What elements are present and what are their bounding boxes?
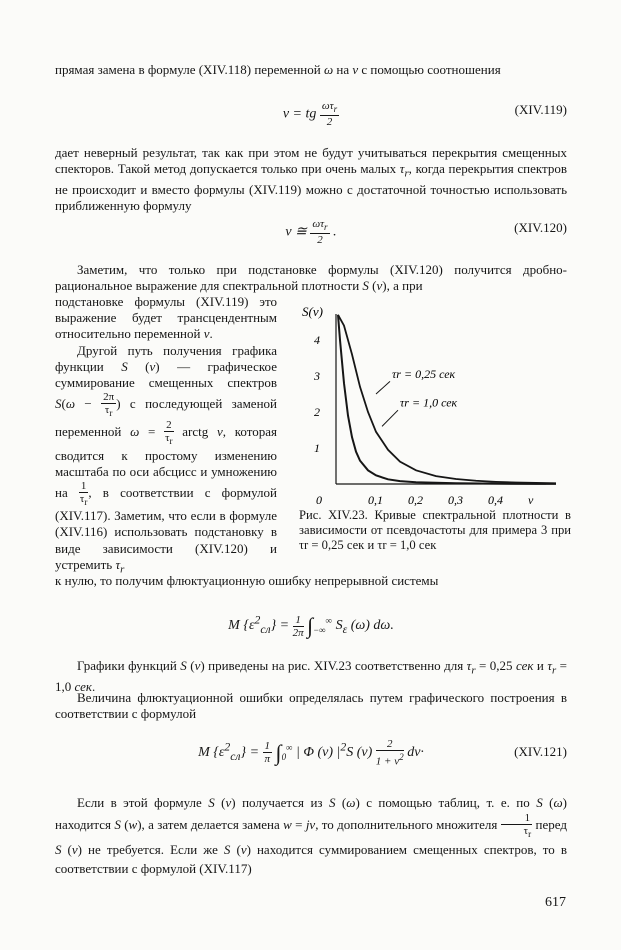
annotation-tau-1-0: τr = 1,0 сек	[400, 395, 458, 410]
equation-number: (XIV.121)	[514, 744, 567, 759]
paragraph-7: Если в этой формуле S (v) получается из S (ω) с помощью таблиц, т. е. по S (ω) находится S (w), а затем делается замена w = jv, то дополнительного множителя $\frac{1}{\tau_r}$ перед S (v) не требуется. Если же S (v) находится суммированием смещенных спектров, то в соответствии с формулой (XIV.117)	[55, 795, 567, 877]
paragraph-3: Заметим, что только при подстановке формулы (XIV.120) получится дробно-рациональное выражение для спектральной плотности S (v), а при	[55, 262, 567, 294]
y-tick-label: 1	[314, 441, 320, 455]
spectral-density-chart	[296, 296, 576, 506]
equation-number: (XIV.120)	[514, 220, 567, 235]
x-tick-label: 0	[316, 493, 322, 506]
x-tick-label: v	[528, 493, 534, 506]
x-tick-label: 0,3	[448, 493, 463, 506]
annotation-leader-0-25	[376, 381, 390, 394]
y-tick-label: 3	[314, 369, 320, 383]
page-number: 617	[545, 895, 566, 910]
equation-continuous-error: M $\{\varepsilon^2_{сл}\}$ = $\frac{1}{2\pi}$ $\int_{-\infty}^\infty$ $S_\varepsilon$ (ω) dω.	[228, 613, 394, 639]
paragraph-2: дает неверный результат, так как при этом не будут учитываться перекрытия смещенных спекторов. Такой метод допускается только при очень малых $\tau_r$, когда перекрытия спектров не происходит и вместо формулы (XIV.119) можно с достаточной точностью использовать приближенную формулу	[55, 145, 567, 214]
equation-xiv-119: v = tg $\frac{\omega\tau_r}{2}$ (XIV.119)	[282, 100, 567, 129]
annotation-leader-1-0	[382, 410, 398, 426]
figure-caption: Рис. XIV.23. Кривые спектральной плотности в зависимости от псевдочастоты для примера 3 при τr = 0,25 сек и τr = 1,0 сек	[299, 508, 571, 552]
x-tick-label: 0,2	[408, 493, 423, 506]
left-column-text: подстановке формулы (XIV.119) это выражение будет трансцендентным относительно переменной v. Другой путь получения графика функции S (v) — графическое суммирование смещенных спектров S(ω − $\frac{2\pi}{\tau_r}$ ) с последующей заменой переменной ω = $\frac{2}{\tau_r}$ arctg v, которая сводится к простому изменению масштаба по оси абсцисс и умножению на $\frac{1}{\tau_r}$ , в соответствии с формулой (XIV.117). Заметим, что если в формуле (XIV.116) использовать подстановку в виде зависимости (XIV.120) и устремить $\tau_r$	[55, 294, 277, 576]
x-tick-label: 0,4	[488, 493, 503, 506]
x-tick-label: 0,1	[368, 493, 383, 506]
paragraph-1: прямая замена в формуле (XIV.118) переменной ω на v с помощью соотношения	[55, 62, 501, 77]
y-tick-label: 2	[314, 405, 320, 419]
equation-number: (XIV.119)	[514, 102, 567, 117]
y-axis-label: S(v)	[302, 304, 323, 319]
annotation-tau-0-25: τr = 0,25 сек	[392, 366, 456, 381]
equation-xiv-120: v ≅ $\frac{\omega\tau_r}{2}$ . (XIV.120)	[285, 218, 567, 247]
paragraph-4: к нулю, то получим флюктуационную ошибку непрерывной системы	[55, 573, 439, 588]
equation-xiv-121: M $\{\varepsilon^2_{сл}\}$ = $\frac{1}{\pi}$ $\int_0^\infty$ | Φ (v) $|^2S$ (v) $\frac{2}{1 + v^2}$ dv· (XIV.121)	[198, 738, 567, 768]
y-tick-label: 4	[314, 333, 320, 347]
paragraph-6: Величина флюктуационной ошибки определялась путем графического построения в соответствии с формулой	[55, 690, 567, 722]
paragraph-5: Графики функций S (v) приведены на рис. XIV.23 соответственно для $\tau_r = 0,25$ сек и $\tau_r = 1,0$ сек.	[55, 658, 567, 694]
